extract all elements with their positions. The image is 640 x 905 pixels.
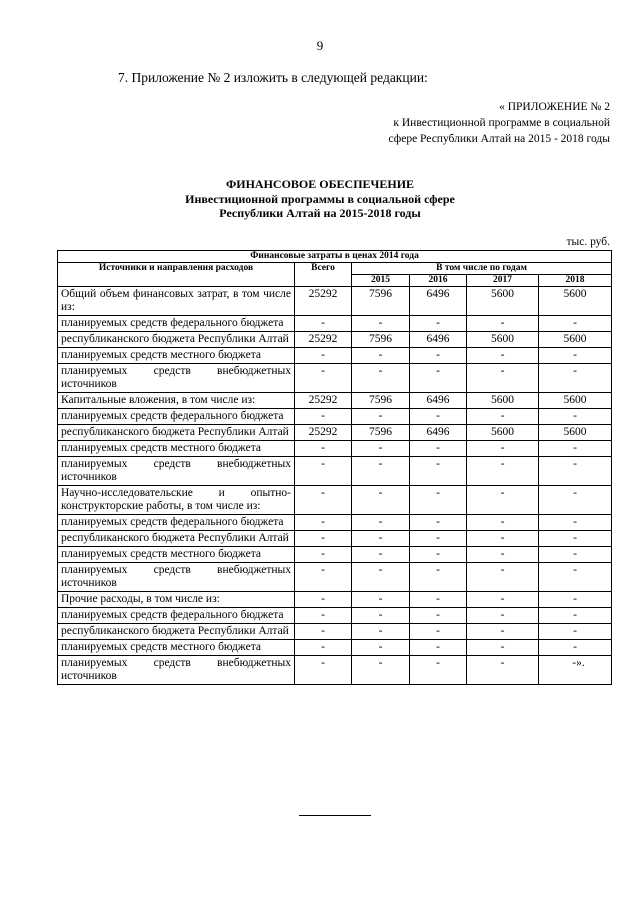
- cell-2017: -: [467, 624, 539, 640]
- title-line-3: Республики Алтай на 2015-2018 годы: [219, 206, 421, 220]
- cell-total: -: [295, 624, 352, 640]
- row-label: планируемых средств местного бюджета: [58, 348, 295, 364]
- table-row: [58, 640, 612, 656]
- cell-2018: -: [539, 316, 612, 332]
- cell-2015: -: [352, 515, 410, 531]
- row-label: республиканского бюджета Республики Алтай: [58, 425, 295, 441]
- header-main: Финансовые затраты в ценах 2014 года: [58, 251, 612, 263]
- row-label: республиканского бюджета Республики Алтай: [58, 624, 295, 640]
- cell-total: -: [295, 608, 352, 624]
- cell-total: -: [295, 592, 352, 608]
- cell-total: -: [295, 656, 352, 685]
- cell-2018: 5600: [539, 425, 612, 441]
- cell-2017: -: [467, 409, 539, 425]
- cell-2017: -: [467, 486, 539, 515]
- cell-2018: -: [539, 364, 612, 393]
- cell-2016: 6496: [410, 425, 467, 441]
- cell-2016: 6496: [410, 332, 467, 348]
- row-label: Общий объем финансовых затрат, в том числе из:: [58, 287, 295, 316]
- appendix-header: [389, 99, 610, 147]
- cell-2016: -: [410, 563, 467, 592]
- cell-total: -: [295, 409, 352, 425]
- row-label: республиканского бюджета Республики Алтай: [58, 332, 295, 348]
- cell-total: -: [295, 457, 352, 486]
- header-year-2016: 2016: [410, 275, 467, 287]
- cell-2017: -: [467, 547, 539, 563]
- cell-2015: -: [352, 364, 410, 393]
- document-title: [0, 177, 640, 221]
- cell-2018: -: [539, 624, 612, 640]
- table-row: [58, 441, 612, 457]
- cell-2017: 5600: [467, 332, 539, 348]
- table-row: [58, 287, 612, 316]
- cell-2015: 7596: [352, 425, 410, 441]
- cell-2018: -: [539, 608, 612, 624]
- header-year-2018: 2018: [539, 275, 612, 287]
- cell-2016: -: [410, 531, 467, 547]
- cell-2018: -: [539, 563, 612, 592]
- row-label: планируемых средств внебюджетных источников: [58, 563, 295, 592]
- cell-2015: -: [352, 486, 410, 515]
- cell-2015: -: [352, 409, 410, 425]
- cell-2015: -: [352, 608, 410, 624]
- table-row: [58, 393, 612, 409]
- cell-2016: -: [410, 515, 467, 531]
- units-label: тыс. руб.: [566, 236, 610, 248]
- table-row: [58, 457, 612, 486]
- cell-2018: -: [539, 592, 612, 608]
- row-label: планируемых средств местного бюджета: [58, 640, 295, 656]
- row-label: планируемых средств местного бюджета: [58, 441, 295, 457]
- cell-2017: 5600: [467, 393, 539, 409]
- cell-2015: -: [352, 531, 410, 547]
- cell-total: -: [295, 348, 352, 364]
- cell-2015: 7596: [352, 332, 410, 348]
- cell-2016: -: [410, 409, 467, 425]
- table-row: [58, 592, 612, 608]
- cell-2018: 5600: [539, 332, 612, 348]
- table-row: [58, 608, 612, 624]
- table-row: [58, 531, 612, 547]
- cell-total: -: [295, 316, 352, 332]
- cell-2015: -: [352, 640, 410, 656]
- table-row: [58, 364, 612, 393]
- cell-2017: 5600: [467, 287, 539, 316]
- cell-2017: -: [467, 457, 539, 486]
- cell-2018: -: [539, 486, 612, 515]
- cell-2017: -: [467, 608, 539, 624]
- cell-2018: -: [539, 409, 612, 425]
- row-label: планируемых средств внебюджетных источников: [58, 457, 295, 486]
- cell-2016: -: [410, 624, 467, 640]
- title-line-2: Инвестиционной программы в социальной сфере: [185, 191, 455, 206]
- cell-2016: -: [410, 364, 467, 393]
- cell-2016: 6496: [410, 393, 467, 409]
- table-row: [58, 547, 612, 563]
- row-label: Прочие расходы, в том числе из:: [58, 592, 295, 608]
- table-row: [58, 624, 612, 640]
- cell-2018: -: [539, 640, 612, 656]
- cell-2018: -: [539, 547, 612, 563]
- table-row: [58, 316, 612, 332]
- cell-2015: -: [352, 457, 410, 486]
- row-label: Научно-исследовательские и опытно-конструкторские работы, в том числе из:: [58, 486, 295, 515]
- cell-2017: -: [467, 531, 539, 547]
- cell-2017: -: [467, 640, 539, 656]
- intro-text: 7. Приложение № 2 изложить в следующей редакции:: [118, 70, 428, 85]
- table-row: [58, 486, 612, 515]
- row-label: республиканского бюджета Республики Алтай: [58, 531, 295, 547]
- cell-2015: -: [352, 624, 410, 640]
- cell-2017: -: [467, 316, 539, 332]
- row-label: планируемых средств местного бюджета: [58, 547, 295, 563]
- cell-2015: -: [352, 656, 410, 685]
- cell-2018: -».: [539, 656, 612, 685]
- cell-2017: -: [467, 515, 539, 531]
- cell-2016: -: [410, 608, 467, 624]
- cell-2018: -: [539, 348, 612, 364]
- table-row: [58, 332, 612, 348]
- cell-2016: -: [410, 348, 467, 364]
- cell-2015: 7596: [352, 287, 410, 316]
- cell-2015: -: [352, 547, 410, 563]
- financing-table: [57, 250, 612, 685]
- header-year-2015: 2015: [352, 275, 410, 287]
- cell-2017: -: [467, 441, 539, 457]
- appendix-title: « ПРИЛОЖЕНИЕ № 2: [499, 101, 610, 113]
- title-line-1: ФИНАНСОВОЕ ОБЕСПЕЧЕНИЕ: [225, 177, 415, 191]
- cell-2017: -: [467, 656, 539, 685]
- row-label: планируемых средств внебюджетных источников: [58, 656, 295, 685]
- row-label: планируемых средств внебюджетных источников: [58, 364, 295, 393]
- cell-total: -: [295, 547, 352, 563]
- row-label: планируемых средств федерального бюджета: [58, 515, 295, 531]
- cell-2018: -: [539, 515, 612, 531]
- cell-2016: -: [410, 316, 467, 332]
- cell-2018: 5600: [539, 393, 612, 409]
- cell-total: -: [295, 486, 352, 515]
- cell-2015: -: [352, 348, 410, 364]
- cell-2016: -: [410, 656, 467, 685]
- cell-2016: -: [410, 441, 467, 457]
- cell-2015: -: [352, 563, 410, 592]
- cell-total: 25292: [295, 332, 352, 348]
- table-row: [58, 425, 612, 441]
- cell-total: -: [295, 563, 352, 592]
- footer-divider: [299, 815, 371, 816]
- cell-2015: -: [352, 592, 410, 608]
- appendix-subtitle-2: сфере Республики Алтай на 2015 - 2018 годы: [388, 133, 610, 145]
- cell-2016: -: [410, 457, 467, 486]
- table-row: [58, 515, 612, 531]
- header-source: Источники и направления расходов: [58, 263, 295, 287]
- cell-total: 25292: [295, 393, 352, 409]
- row-label: планируемых средств федерального бюджета: [58, 409, 295, 425]
- cell-2016: -: [410, 640, 467, 656]
- cell-2017: -: [467, 563, 539, 592]
- cell-2017: -: [467, 364, 539, 393]
- cell-total: -: [295, 441, 352, 457]
- cell-2017: -: [467, 592, 539, 608]
- table-row: [58, 409, 612, 425]
- header-total: Всего: [295, 263, 352, 287]
- cell-2018: 5600: [539, 287, 612, 316]
- page-number: 9: [316, 38, 324, 53]
- cell-total: -: [295, 364, 352, 393]
- cell-total: -: [295, 531, 352, 547]
- cell-total: -: [295, 515, 352, 531]
- table-row: [58, 348, 612, 364]
- cell-2016: -: [410, 547, 467, 563]
- cell-2018: -: [539, 441, 612, 457]
- header-year-2017: 2017: [467, 275, 539, 287]
- header-years-group: В том числе по годам: [352, 263, 612, 275]
- cell-total: -: [295, 640, 352, 656]
- row-label: Капитальные вложения, в том числе из:: [58, 393, 295, 409]
- cell-2017: -: [467, 348, 539, 364]
- cell-2016: -: [410, 486, 467, 515]
- cell-total: 25292: [295, 425, 352, 441]
- cell-2015: -: [352, 441, 410, 457]
- cell-2016: 6496: [410, 287, 467, 316]
- cell-2016: -: [410, 592, 467, 608]
- cell-2018: -: [539, 531, 612, 547]
- cell-2015: -: [352, 316, 410, 332]
- appendix-subtitle-1: к Инвестиционной программе в социальной: [393, 117, 610, 129]
- cell-2018: -: [539, 457, 612, 486]
- table-row: [58, 656, 612, 685]
- cell-2017: 5600: [467, 425, 539, 441]
- row-label: планируемых средств федерального бюджета: [58, 608, 295, 624]
- table-row: [58, 563, 612, 592]
- row-label: планируемых средств федерального бюджета: [58, 316, 295, 332]
- cell-total: 25292: [295, 287, 352, 316]
- cell-2015: 7596: [352, 393, 410, 409]
